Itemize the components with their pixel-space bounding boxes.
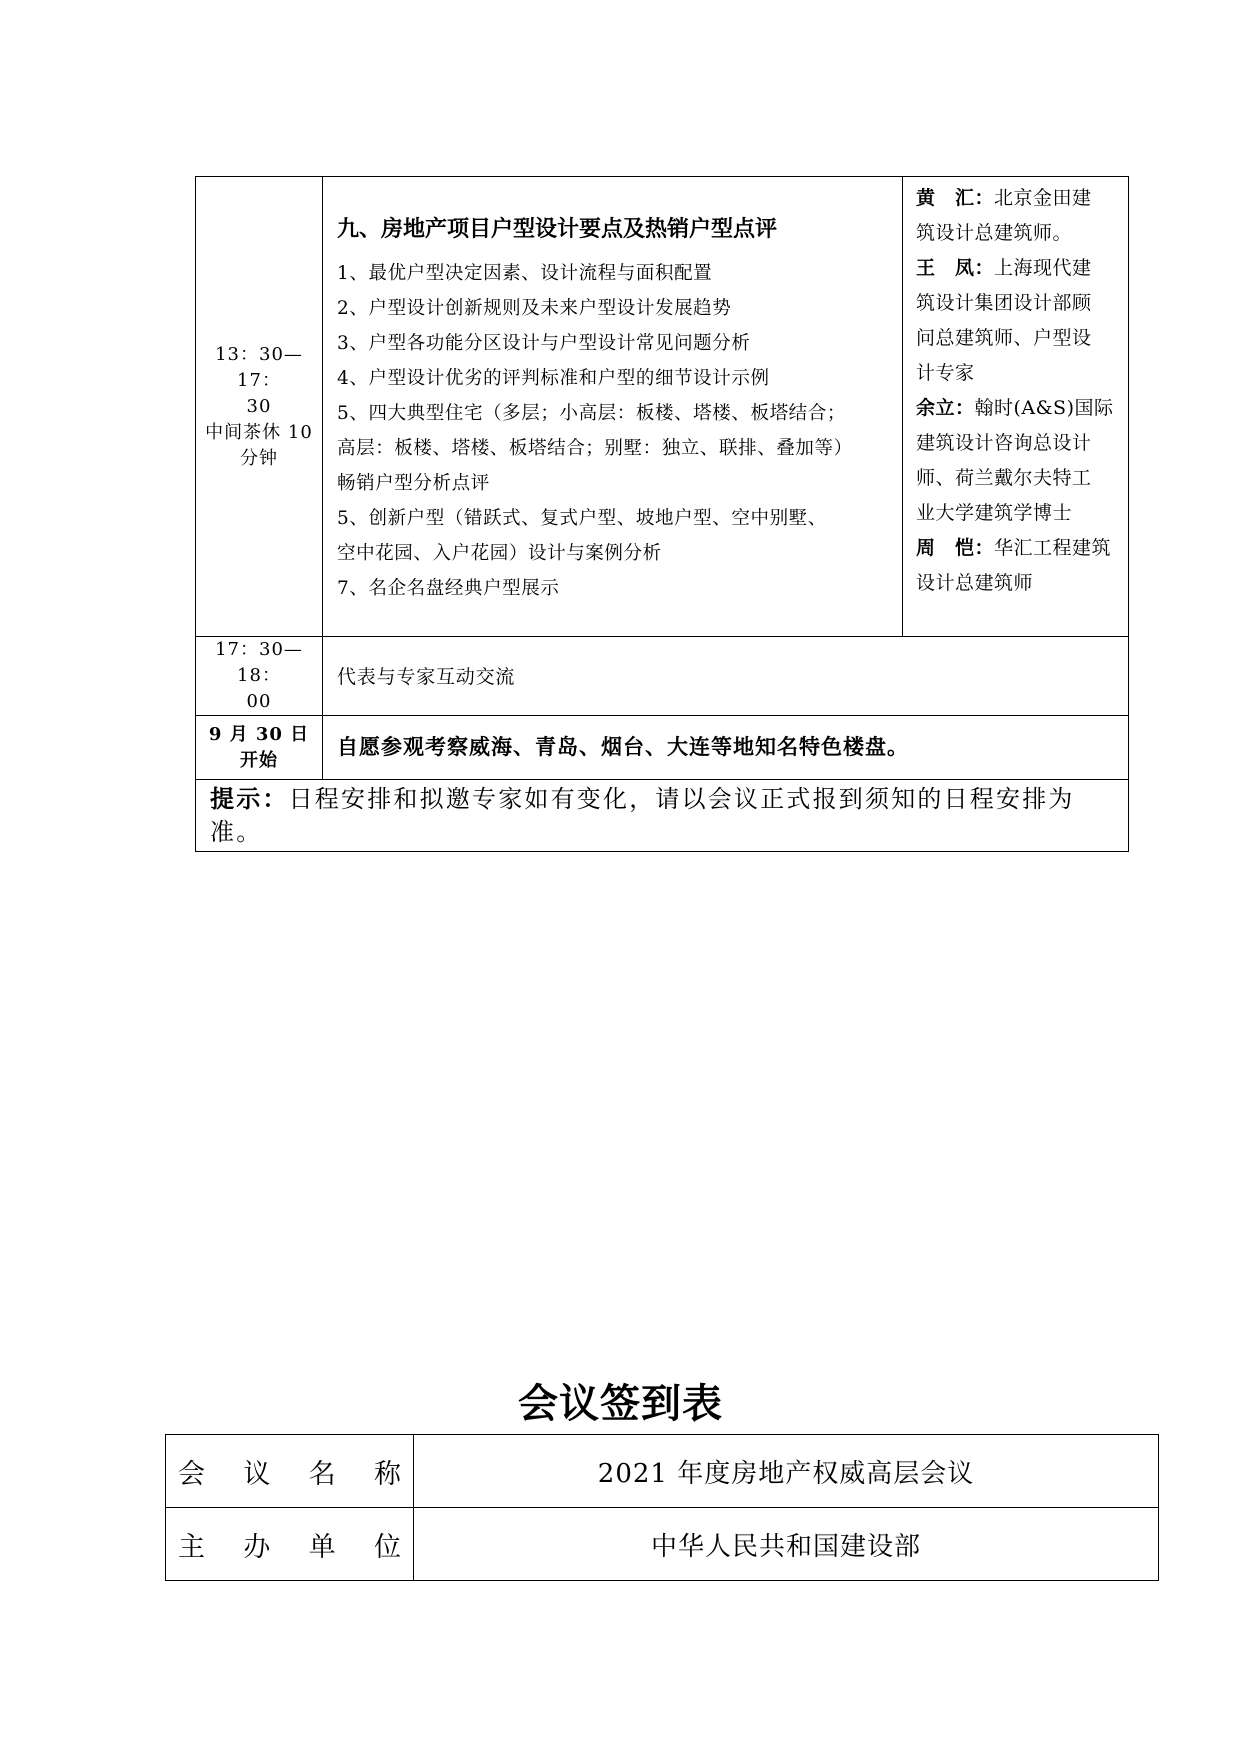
speaker-title: 筑设计总建筑师。 bbox=[916, 222, 1073, 244]
visit-content-cell bbox=[323, 716, 1128, 779]
visit-time-cell bbox=[196, 716, 323, 779]
speaker-title: 建筑设计咨询总设计 bbox=[916, 432, 1092, 454]
label-char: 名 bbox=[308, 1458, 336, 1490]
signin-table bbox=[165, 1434, 1159, 1581]
exchange-time-cell bbox=[196, 637, 323, 715]
session-item: 4、户型设计优劣的评判标准和户型的细节设计示例 bbox=[337, 368, 770, 389]
session-item: 7、名企名盘经典户型展示 bbox=[337, 578, 560, 599]
session-item: 5、四大典型住宅（多层；小高层：板楼、塔楼、板塔结合； bbox=[337, 403, 846, 424]
session-item: 5、创新户型（错跃式、复式户型、坡地户型、空中别墅、 bbox=[337, 508, 827, 529]
notice-row bbox=[196, 780, 1128, 851]
session-time-line: 分钟 bbox=[240, 447, 278, 469]
exchange-time-line: 00 bbox=[246, 691, 272, 712]
notice-text bbox=[210, 782, 1120, 849]
speaker-title: 业大学建筑学博士 bbox=[916, 502, 1073, 524]
session-time-line: 13：30—17： bbox=[215, 343, 303, 391]
exchange-time-line: 17：30—18： bbox=[215, 639, 303, 686]
speaker-line bbox=[916, 496, 1124, 531]
session-item: 3、户型各功能分区设计与户型设计常见问题分析 bbox=[337, 333, 751, 354]
speaker-line bbox=[916, 566, 1124, 601]
visit-time-line: 开始 bbox=[240, 749, 278, 771]
speaker-title: 设计总建筑师 bbox=[916, 572, 1034, 594]
organizer-value: 中华人民共和国建设部 bbox=[650, 1531, 921, 1562]
speaker-line bbox=[916, 531, 1124, 566]
label-char: 位 bbox=[373, 1531, 401, 1563]
session-item: 高层：板楼、塔楼、板塔结合；别墅：独立、联排、叠加等） bbox=[337, 438, 853, 459]
speaker-line bbox=[916, 216, 1124, 251]
notice-label: 提示： bbox=[210, 784, 289, 813]
speaker-title: 师、荷兰戴尔夫特工 bbox=[916, 467, 1092, 489]
speaker-title: 筑设计集团设计部顾 bbox=[916, 292, 1092, 314]
visit-time-line: 9 月 30 日 bbox=[208, 723, 310, 745]
speaker-title: 计专家 bbox=[916, 362, 975, 384]
label-char: 称 bbox=[373, 1458, 401, 1490]
session-item-list bbox=[337, 256, 899, 606]
speaker-title: 上海现代建 bbox=[994, 257, 1092, 279]
speaker-line bbox=[916, 426, 1124, 461]
session-content-cell bbox=[323, 177, 903, 636]
speaker-list bbox=[916, 181, 1124, 601]
session-time-line: 30 bbox=[246, 395, 272, 417]
notice-body: 日程安排和拟邀专家如有变化，请以会议正式报到须知的日程安排为准。 bbox=[210, 785, 1075, 846]
schedule-table bbox=[195, 176, 1129, 852]
visit-row bbox=[196, 716, 1128, 780]
organizer-label bbox=[166, 1508, 414, 1580]
session-time-cell bbox=[196, 177, 323, 636]
speaker-line bbox=[916, 181, 1124, 216]
meeting-name-label bbox=[166, 1435, 414, 1507]
session-item: 1、最优户型决定因素、设计流程与面积配置 bbox=[337, 263, 713, 284]
speaker-line bbox=[916, 321, 1124, 356]
speaker-line bbox=[916, 251, 1124, 286]
label-char: 议 bbox=[243, 1458, 271, 1490]
label-char: 单 bbox=[308, 1531, 336, 1563]
speaker-title: 翰时(A&S)国际 bbox=[974, 397, 1114, 419]
meeting-name-row bbox=[166, 1435, 1158, 1508]
session-title: 九、房地产项目户型设计要点及热销户型点评 bbox=[337, 216, 778, 242]
speaker-title: 北京金田建 bbox=[994, 187, 1092, 209]
speaker-title: 华汇工程建筑 bbox=[994, 537, 1112, 559]
speakers-cell bbox=[903, 177, 1128, 636]
organizer-row bbox=[166, 1508, 1158, 1580]
exchange-row bbox=[196, 637, 1128, 716]
speaker-title: 问总建筑师、户型设 bbox=[916, 327, 1092, 349]
session-row bbox=[196, 177, 1128, 637]
speaker-name: 余立： bbox=[916, 397, 975, 419]
exchange-content: 代表与专家互动交流 bbox=[337, 666, 516, 688]
meeting-name-value: 2021 年度房地产权威高层会议 bbox=[597, 1458, 975, 1489]
label-char: 办 bbox=[243, 1531, 271, 1563]
speaker-name: 周 恺： bbox=[916, 537, 995, 559]
session-time-line: 中间茶休 10 bbox=[205, 421, 313, 443]
speaker-line bbox=[916, 461, 1124, 496]
session-item: 畅销户型分析点评 bbox=[337, 473, 490, 494]
speaker-name: 黄 汇： bbox=[916, 187, 995, 209]
visit-content: 自愿参观考察威海、青岛、烟台、大连等地知名特色楼盘。 bbox=[337, 734, 909, 759]
label-char: 主 bbox=[178, 1531, 205, 1563]
session-item: 2、户型设计创新规则及未来户型设计发展趋势 bbox=[337, 298, 732, 319]
exchange-content-cell bbox=[323, 637, 1128, 715]
speaker-line bbox=[916, 391, 1124, 426]
label-char: 会 bbox=[178, 1458, 205, 1490]
session-item: 空中花园、入户花园）设计与案例分析 bbox=[337, 543, 662, 564]
speaker-line bbox=[916, 286, 1124, 321]
speaker-line bbox=[916, 356, 1124, 391]
speaker-name: 王 凤： bbox=[916, 257, 995, 279]
signin-form-title: 会议签到表 bbox=[518, 1381, 723, 1427]
